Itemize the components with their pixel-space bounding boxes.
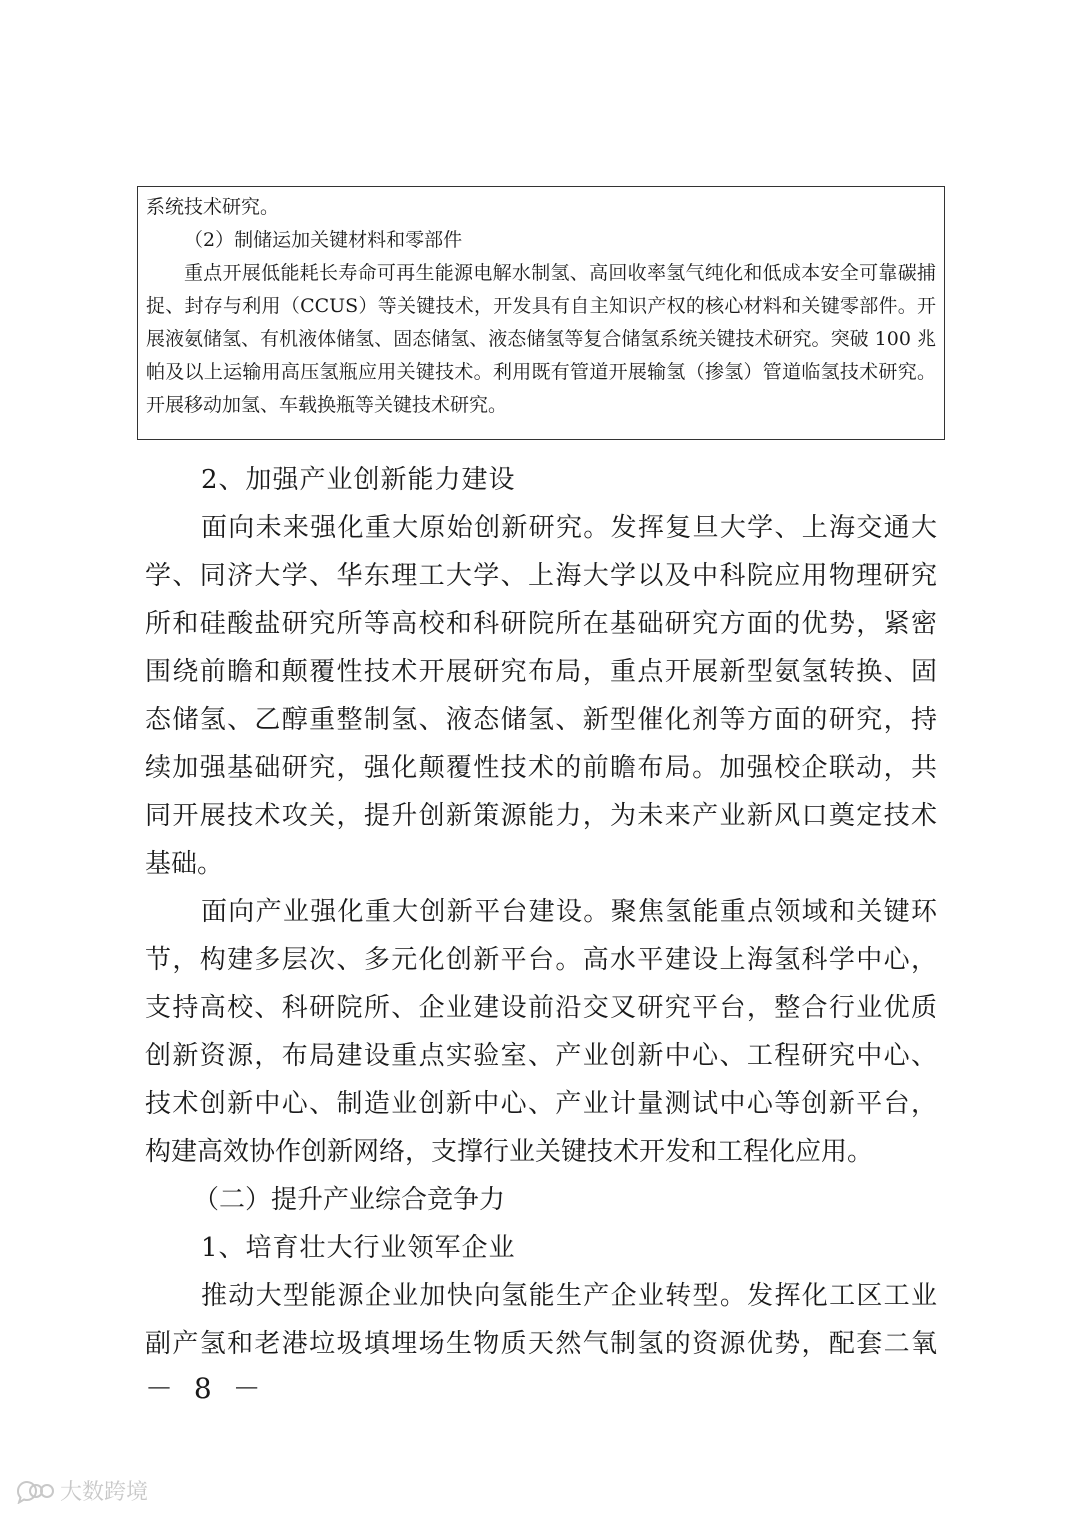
watermark [14, 1475, 148, 1506]
paragraph-line: 学、同济大学、华东理工大学、上海大学以及中科院应用物理研究 [145, 561, 937, 591]
chat-bubble-logo-icon [14, 1478, 54, 1504]
paragraph-line: 构建高效协作创新网络，支撑行业关键技术开发和工程化应用。 [145, 1137, 874, 1167]
paragraph-line: 推动大型能源企业加快向氢能生产企业转型。发挥化工区工业 [201, 1281, 937, 1311]
paragraph-line: 副产氢和老港垃圾填埋场生物质天然气制氢的资源优势，配套二氧 [145, 1329, 937, 1359]
paragraph-line: 面向产业强化重大创新平台建设。聚焦氢能重点领域和关键环 [201, 897, 937, 927]
paragraph-line: 基础。 [145, 849, 224, 879]
page-number: － 8 － [145, 1372, 267, 1405]
highlight-box [137, 186, 945, 440]
box-paragraph: 重点开展低能耗长寿命可再生能源电解水制氢、高回收率氢气纯化和低成本安全可靠碳捕捉、封存与利用（CCUS）等关键技术，开发具有自主知识产权的核心材料和关键零部件。开展液氨储氢、有机液体储氢、固态储氢、液态储氢等复合储氢系统关键技术研究。突破 100 兆帕及以上运输用高压氢瓶应用关键技术。利用既有管道开展输氢（掺氢）管道临氢技术研究。开展移动加氢、车载换瓶等关键技术研究。 [146, 262, 936, 416]
paragraph-line: 续加强基础研究，强化颠覆性技术的前瞻布局。加强校企联动，共 [145, 753, 937, 783]
part-heading: （二）提升产业综合竞争力 [193, 1185, 506, 1215]
section-heading: 2、加强产业创新能力建设 [201, 465, 516, 495]
main-text [145, 456, 937, 1368]
paragraph-line: 面向未来强化重大原始创新研究。发挥复旦大学、上海交通大 [201, 513, 937, 543]
section-heading: 1、培育壮大行业领军企业 [201, 1233, 516, 1263]
paragraph-line: 所和硅酸盐研究所等高校和科研院所在基础研究方面的优势，紧密 [145, 609, 937, 639]
paragraph-line: 创新资源，布局建设重点实验室、产业创新中心、工程研究中心、 [145, 1041, 937, 1071]
paragraph-line: 节，构建多层次、多元化创新平台。高水平建设上海氢科学中心， [145, 945, 937, 975]
paragraph-line: 支持高校、科研院所、企业建设前沿交叉研究平台，整合行业优质 [145, 993, 937, 1023]
watermark-text: 大数跨境 [60, 1480, 149, 1505]
paragraph-line: 态储氢、乙醇重整制氢、液态储氢、新型催化剂等方面的研究，持 [145, 705, 937, 735]
paragraph-line: 围绕前瞻和颠覆性技术开展研究布局，重点开展新型氨氢转换、固 [145, 657, 937, 687]
box-subheading: （2）制储运加关键材料和零部件 [184, 229, 463, 251]
paragraph-line: 技术创新中心、制造业创新中心、产业计量测试中心等创新平台， [145, 1089, 937, 1119]
box-line: 系统技术研究。 [146, 196, 280, 218]
paragraph-line: 同开展技术攻关，提升创新策源能力，为未来产业新风口奠定技术 [145, 801, 937, 831]
